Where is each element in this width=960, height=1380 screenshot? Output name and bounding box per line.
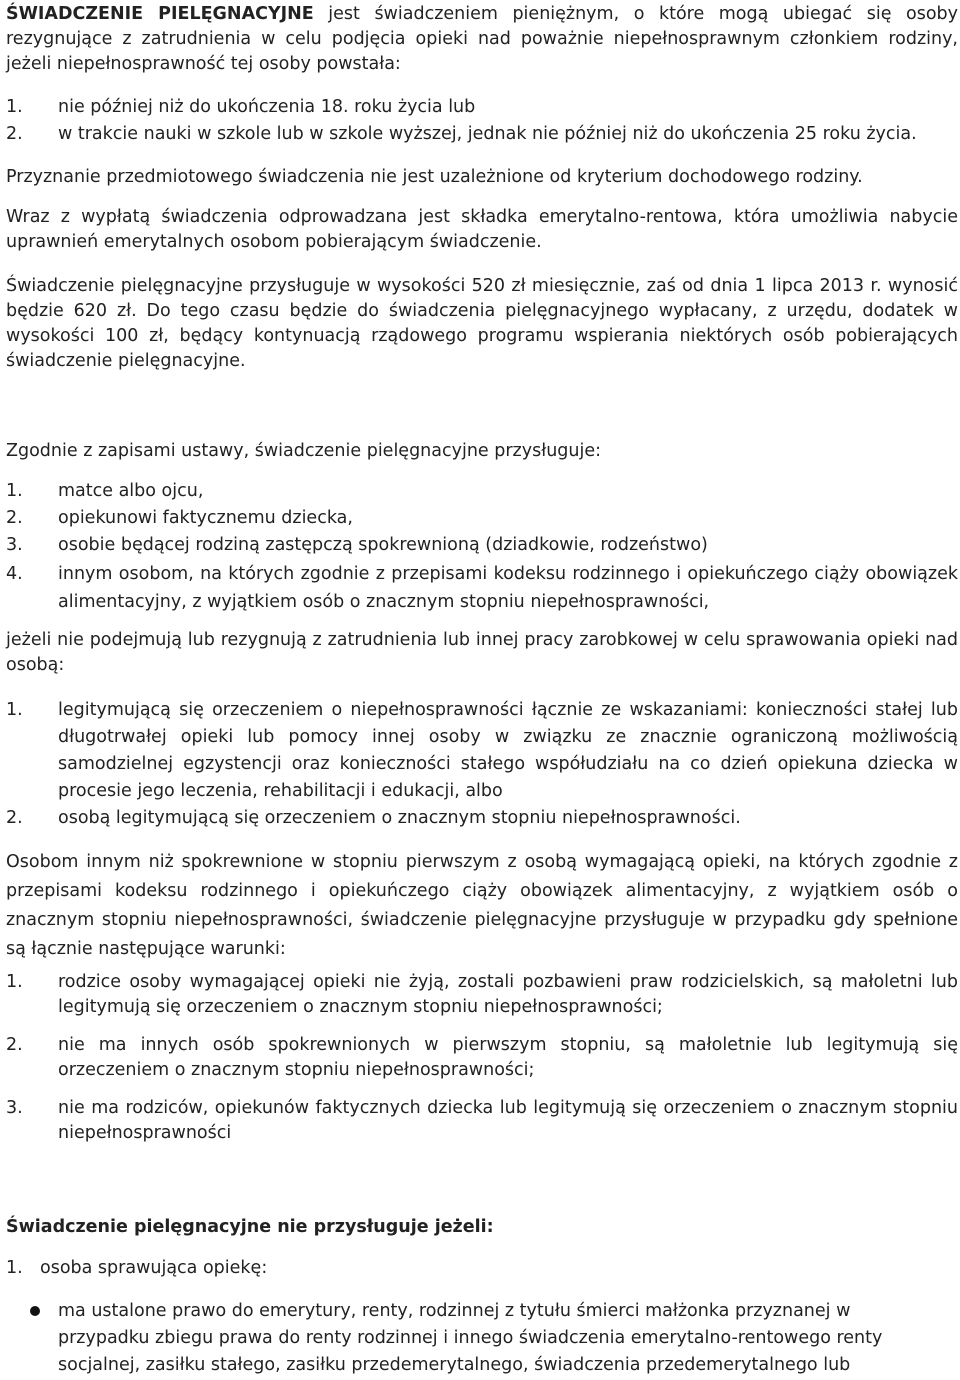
eligible-list [6,479,958,616]
list-number: 3. [6,535,23,555]
list-text: opiekunowi faktycznemu dziecka, [58,508,353,528]
list-item [6,95,958,122]
list-number: 2. [6,1035,23,1055]
list-text: w trakcie nauki w szkole lub w szkole wyższej, jednak nie później niż do ukończenia 25 roku życia. [58,124,917,144]
list-item [6,560,958,616]
bullet-item [6,1298,906,1379]
list-item [6,970,958,1020]
list-text: matce albo ojcu, [58,481,204,501]
list-item [6,1096,958,1146]
bullet-icon [6,1298,58,1379]
intro-paragraph [6,2,958,77]
list-item [6,697,958,805]
exclusions-item [6,1256,958,1281]
list-number: 2. [6,124,23,144]
list-text: rodzice osoby wymagającej opieki nie żyją, zostali pozbawieni praw rodzicielskich, są małoletni lub legitymują się orzeczeniem o znacznym stopniu niepełnosprawności; [58,972,958,1017]
list-number: 1. [6,481,23,501]
list-item [6,506,958,533]
list-number: 1. [6,972,23,992]
pension-paragraph: Wraz z wypłatą świadczenia odprowadzana jest składka emerytalno-rentowa, która umożliwia nabycie uprawnień emerytalnych osobom pobierającym świadczenie. [6,207,958,252]
list-text: osoba sprawująca opiekę: [40,1258,268,1278]
condition-heading: jeżeli nie podejmują lub rezygnują z zatrudnienia lub innej pracy zarobkowej w celu sprawowania opieki nad osobą: [6,630,958,675]
condition-list [6,697,958,832]
list-number: 2. [6,808,23,828]
list-text: nie ma rodziców, opiekunów faktycznych dziecka lub legitymują się orzeczeniem o znacznym stopniu niepełnosprawności [58,1098,958,1143]
intro-text: jest świadczeniem pieniężnym, o które mogą ubiegać się osoby rezygnujące z zatrudnienia w celu podjęcia opieki nad poważnie niepełnosprawnym członkiem rodziny, jeżeli niepełnosprawność tej osoby powstała: [6,4,959,74]
eligible-heading: Zgodnie z zapisami ustawy, świadczenie pielęgnacyjne przysługuje: [6,441,602,461]
list-number: 4. [6,564,23,584]
intro-list [6,95,958,147]
list-item [6,805,958,832]
others-heading: Osobom innym niż spokrewnione w stopniu pierwszym z osobą wymagającą opieki, na których zgodnie z przepisami kodeksu rodzinnego i opiekuńczego ciąży obowiązek alimentacyjny, z wyjątkiem osób o znacznym stopniu niepełnosprawności, świadczenie pielęgnacyjne przysługuje w przypadku gdy spełnione są łącznie następujące warunki: [6,852,958,959]
list-text: osobą legitymującą się orzeczeniem o znacznym stopniu niepełnosprawności. [58,808,741,828]
exclusions-heading: Świadczenie pielęgnacyjne nie przysługuje jeżeli: [6,1217,494,1237]
amount-paragraph: Świadczenie pielęgnacyjne przysługuje w wysokości 520 zł miesięcznie, zaś od dnia 1 lipca 2013 r. wynosić będzie 620 zł. Do tego czasu będzie do świadczenia pielęgnacyjnego wypłacany, z urzędu, dodatek w wysokości 100 zł, będący kontynuacją rządowego programu wspierania niektórych osób pobierających świadczenie pielęgnacyjne. [6,276,958,371]
list-text: innym osobom, na których zgodnie z przepisami kodeksu rodzinnego i opiekuńczego ciąży obowiązek alimentacyjny, z wyjątkiem osób o znacznym stopniu niepełnosprawności, [58,564,958,612]
others-list [6,970,958,1146]
list-number: 2. [6,508,23,528]
list-text: legitymującą się orzeczeniem o niepełnosprawności łącznie ze wskazaniami: konieczności stałej lub długotrwałej opieki lub pomocy innej osoby w związku ze znacznie ograniczoną możliwością samodzielnej egzystencji oraz konieczności stałego współudziału na co dzień opiekuna dziecka w procesie jego leczenia, rehabilitacji i edukacji, albo [58,700,958,801]
intro-term: ŚWIADCZENIE PIELĘGNACYJNE [6,4,314,24]
list-text: nie ma innych osób spokrewnionych w pierwszym stopniu, są małoletnie lub legitymują się orzeczeniem o znacznym stopniu niepełnosprawności; [58,1035,958,1080]
list-item [6,479,958,506]
list-number: 3. [6,1098,23,1118]
list-text: nie później niż do ukończenia 18. roku życia lub [58,97,476,117]
list-item [6,533,958,560]
list-number: 1. [6,97,23,117]
criterion-paragraph: Przyznanie przedmiotowego świadczenia nie jest uzależnione od kryterium dochodowego rodziny. [6,167,863,187]
list-number: 1. [6,700,23,720]
list-number: 1. [6,1258,23,1278]
list-item [6,1033,958,1083]
bullet-text: ma ustalone prawo do emerytury, renty, rodzinnej z tytułu śmierci małżonka przyznanej w przypadku zbiegu prawa do renty rodzinnej i innego świadczenia emerytalno-rentowego renty socjalnej, zasiłku stałego, zasiłku przedemerytalnego, świadczenia przedemerytalnego lub [58,1301,883,1375]
list-text: osobie będącej rodziną zastępczą spokrewnioną (dziadkowie, rodzeństwo) [58,535,708,555]
list-item [6,122,958,147]
